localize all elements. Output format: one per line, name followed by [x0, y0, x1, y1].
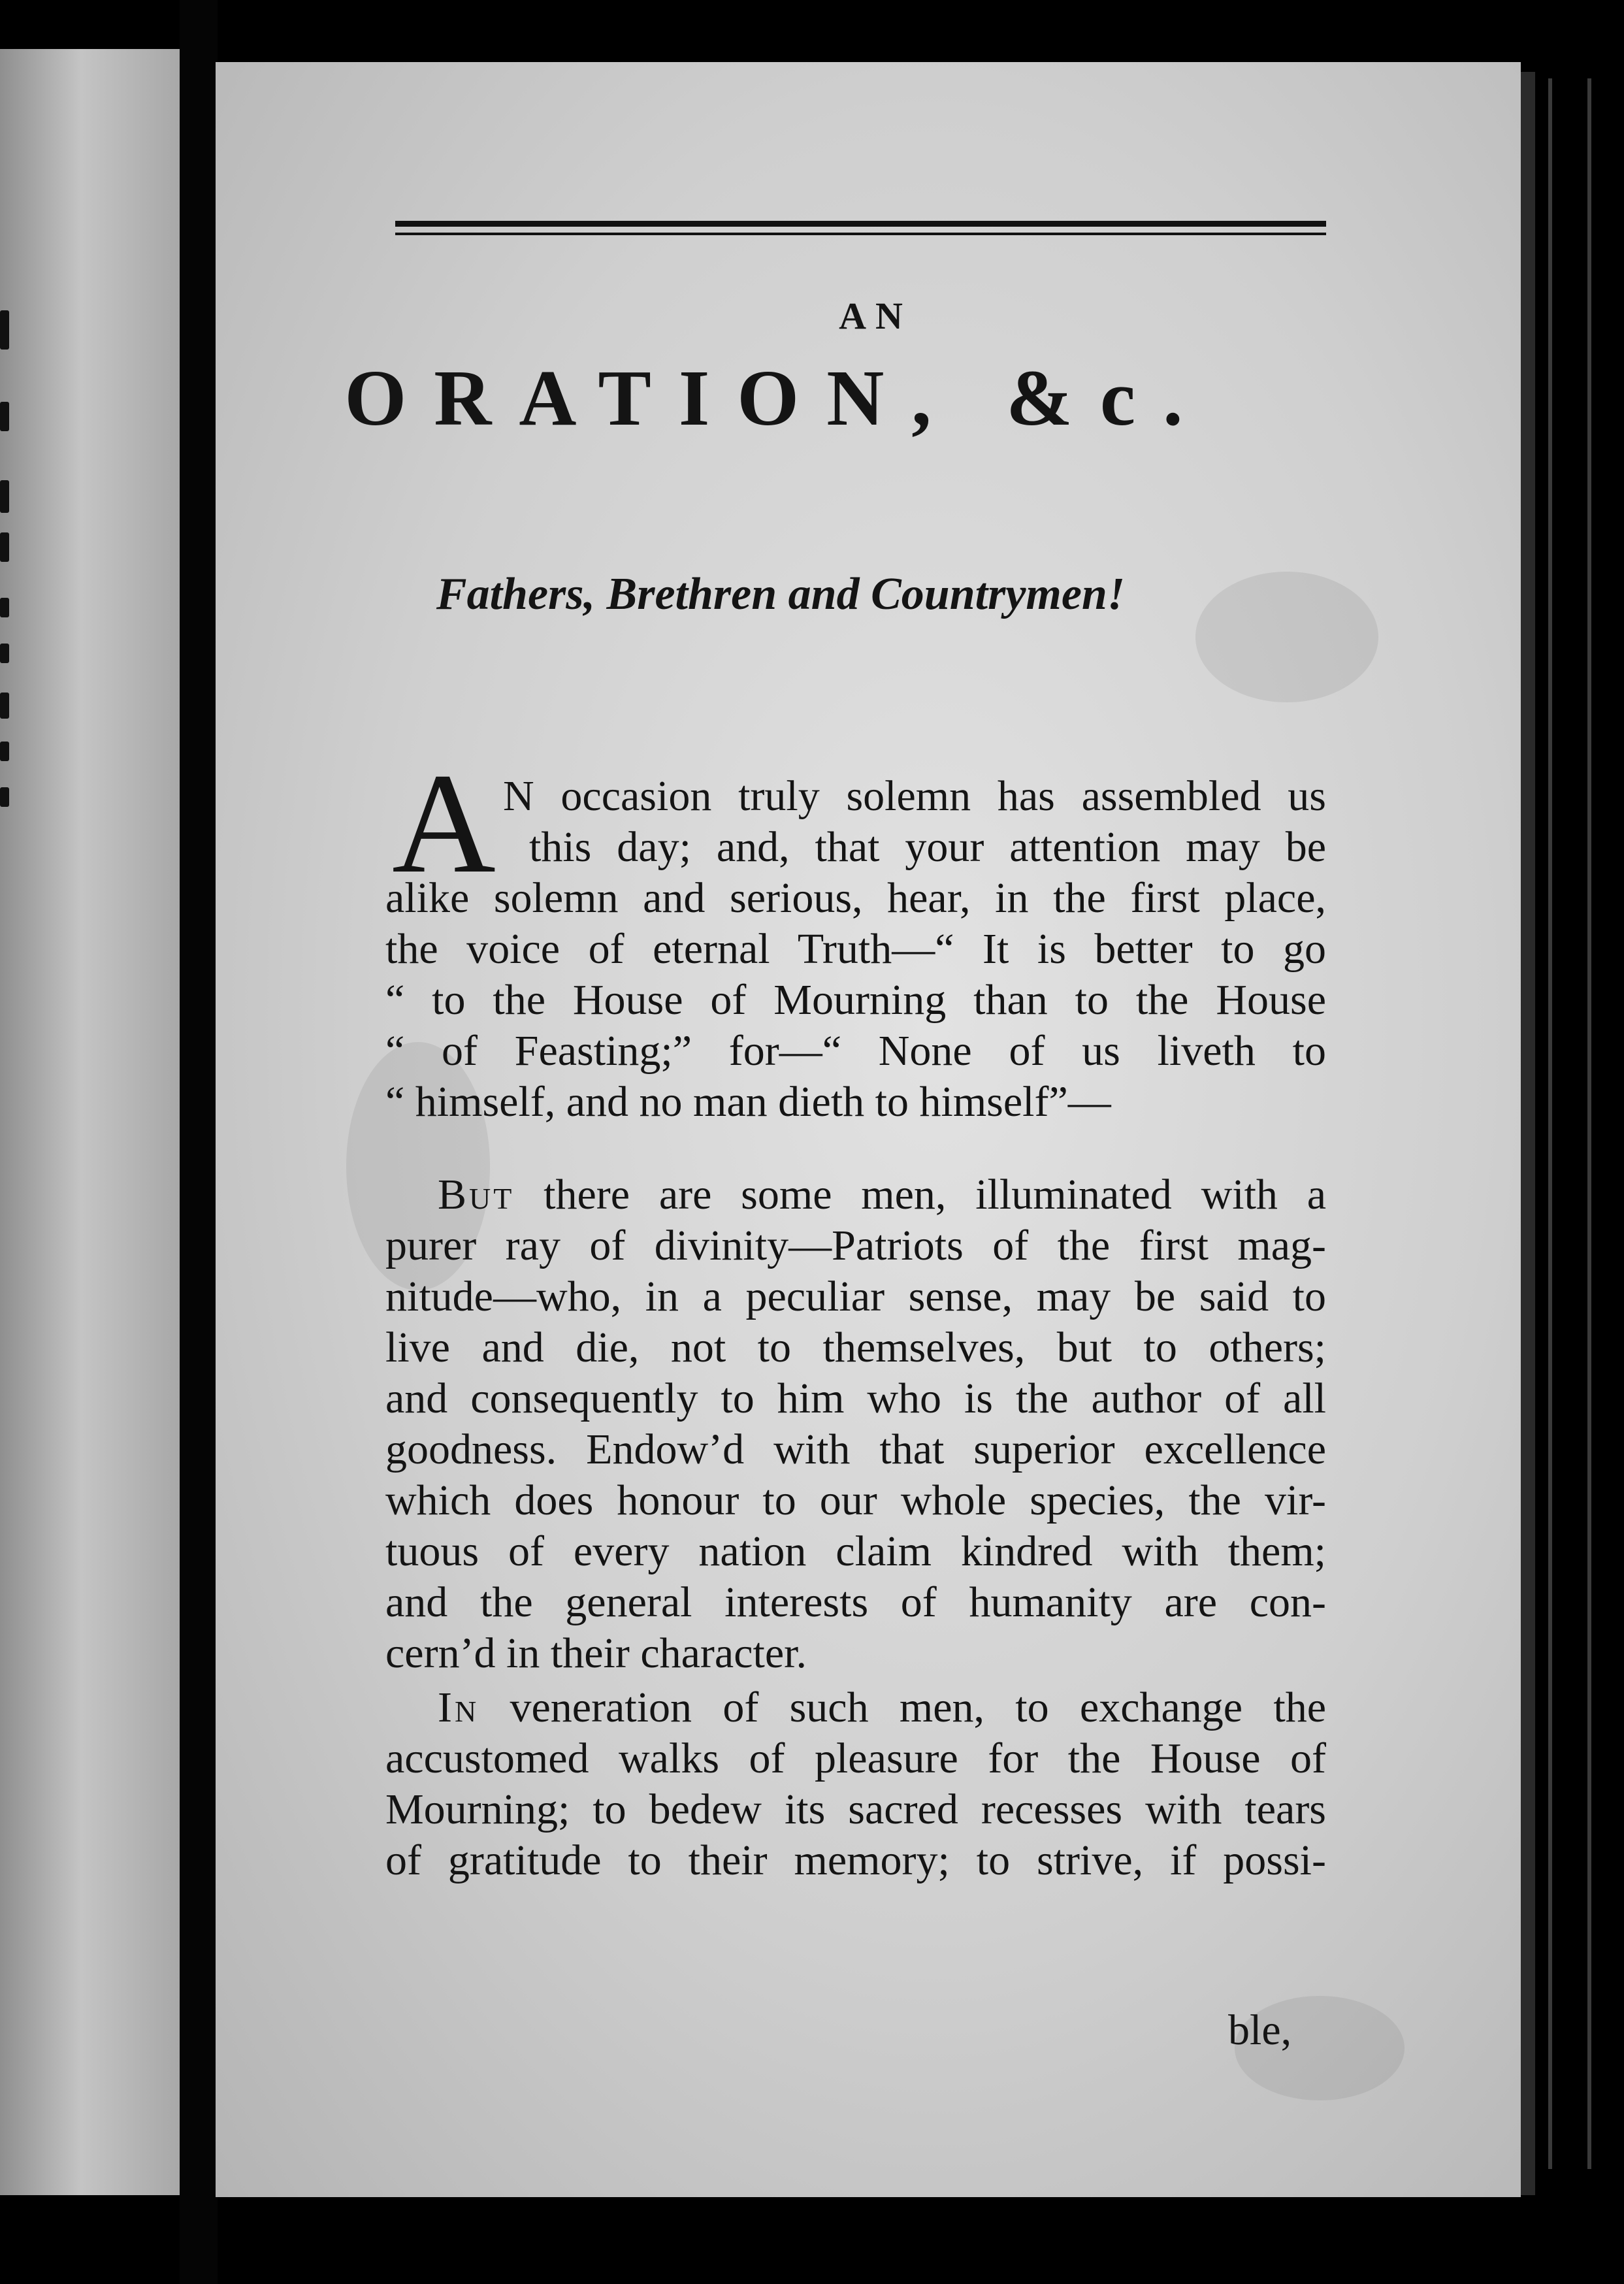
scan-rule-line — [1587, 78, 1591, 2169]
paragraph-line: purer ray of divinity—Patriots of the first mag- — [385, 1222, 1326, 1269]
paragraph-line — [385, 1169, 1326, 1220]
header-double-rule — [395, 221, 1326, 240]
paragraph-line: of gratitude to their memory; to strive, if possi- — [385, 1836, 1326, 1884]
left-page-ink-mark — [0, 644, 9, 663]
paragraph-lead: But — [438, 1171, 515, 1218]
paragraph-line: which does honour to our whole species, the vir- — [385, 1476, 1326, 1524]
paragraph-line: alike solemn and serious, hear, in the first place, — [385, 874, 1326, 922]
book-gutter — [180, 0, 218, 2284]
left-page-ink-mark — [0, 532, 9, 562]
left-page-ink-mark — [0, 787, 9, 807]
scan-border-right — [1535, 0, 1624, 2284]
paragraph-line: the voice of eternal Truth—“ It is better to go — [385, 925, 1326, 973]
left-page-ink-mark — [0, 742, 9, 761]
paragraph-line: nitude—who, in a peculiar sense, may be said to — [385, 1273, 1326, 1320]
header-rule-thin — [395, 233, 1326, 235]
left-page-ink-mark — [0, 693, 9, 719]
left-page-ink-mark — [0, 480, 9, 513]
paragraph-line: N occasion truly solemn has assembled us — [503, 772, 1326, 820]
paragraph-3 — [385, 1682, 1326, 1886]
paragraph-line: and the general interests of humanity are con- — [385, 1578, 1326, 1626]
left-page-ink-mark — [0, 402, 9, 431]
paragraph-line — [385, 1682, 1326, 1733]
left-page-ink-mark — [0, 598, 9, 617]
paragraph-line: live and die, not to themselves, but to others; — [385, 1324, 1326, 1371]
paragraph-line: accustomed walks of pleasure for the House of — [385, 1735, 1326, 1782]
paragraph-line: goodness. Endow’d with that superior excellence — [385, 1426, 1326, 1473]
paragraph-line-text: veneration of such men, to exchange the — [479, 1684, 1326, 1731]
paragraph-line: tuous of every nation claim kindred with them; — [385, 1527, 1326, 1575]
salutation: Fathers, Brethren and Countrymen! — [436, 569, 1126, 619]
left-page-ink-mark — [0, 310, 9, 350]
paragraph-lead: In — [438, 1684, 479, 1731]
paragraph-line: “ to the House of Mourning than to the House — [385, 976, 1326, 1024]
paragraph-line: and consequently to him who is the author of all — [385, 1375, 1326, 1422]
pre-title: AN — [839, 295, 912, 337]
paragraph-line: “ of Feasting;” for—“ None of us liveth to — [385, 1027, 1326, 1075]
paragraph-line: Mourning; to bedew its sacred recesses with tears — [385, 1786, 1326, 1833]
catchword: ble, — [1228, 2006, 1292, 2054]
page-edge-shadow — [1521, 72, 1535, 2195]
paragraph-line: cern’d in their character. — [385, 1629, 807, 1677]
paragraph-line: “ himself, and no man dieth to himself”— — [385, 1078, 1111, 1126]
paragraph-2 — [385, 1169, 1326, 1679]
header-rule-thick — [395, 221, 1326, 227]
paragraph-line: this day; and, that your attention may be — [529, 823, 1326, 871]
scan-rule-line — [1548, 78, 1552, 2169]
drop-cap: A — [392, 743, 496, 903]
page-title: ORATION, &c. — [344, 354, 1210, 442]
paragraph-1 — [385, 771, 1326, 1128]
paragraph-line-text: there are some men, illuminated with a — [514, 1171, 1326, 1218]
facing-page-fragment — [0, 49, 180, 2195]
